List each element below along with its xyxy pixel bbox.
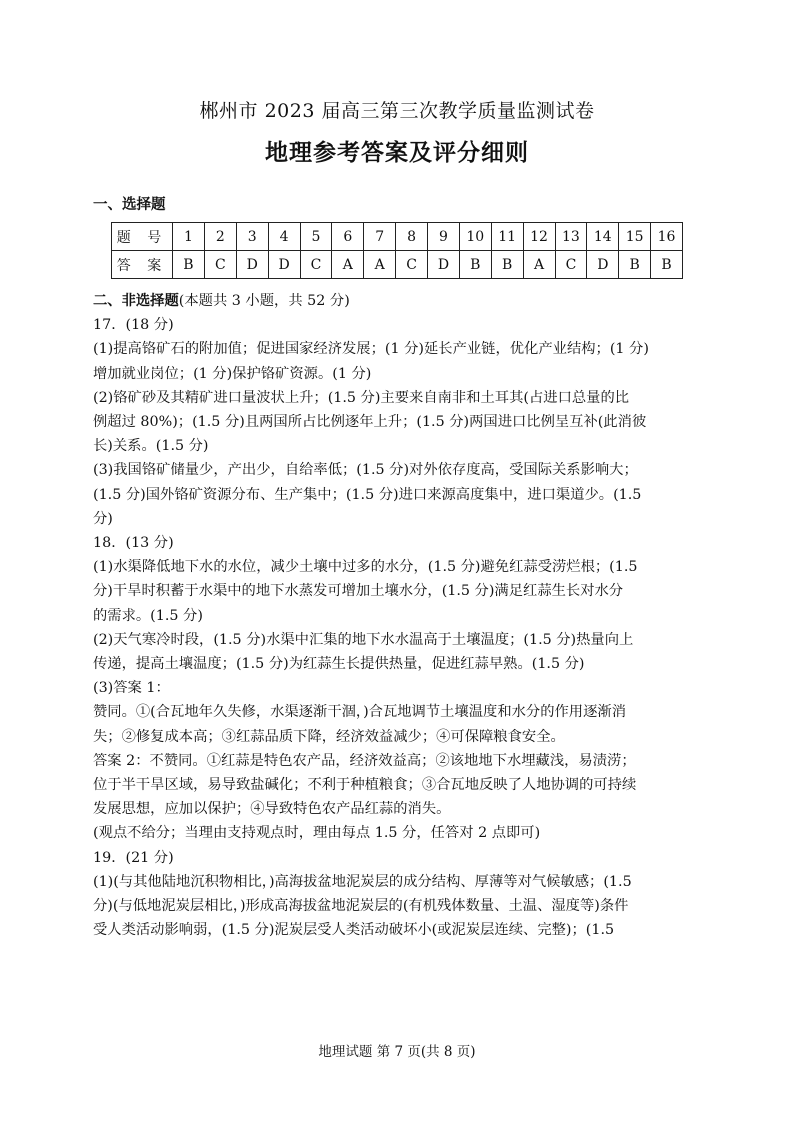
answer-line: (1)(与其他陆地沉积物相比，)高海拔盆地泥炭层的成分结构、厚薄等对气候敏感；(1.5 [93,873,632,890]
section-heading-choice: 一、选择题 [93,197,166,213]
answer-cell: C [555,251,587,279]
question-number-cell: 11 [491,223,523,251]
answer-line: (3)我国铬矿储量少，产出少，自给率低；(1.5 分)对外依存度高，受国际关系影响大； [93,462,638,479]
answer-body [93,289,705,942]
question-number-cell: 2 [204,223,236,251]
answer-line: 分) [93,510,113,527]
answer-line: (1)水渠降低地下水的水位，减少土壤中过多的水分，(1.5 分)避免红蒜受涝烂根；(1.5 [93,559,638,576]
answer-cell: B [619,251,651,279]
question-number-cell: 14 [587,223,619,251]
answer-line: (1.5 分)国外铬矿资源分布、生产集中；(1.5 分)进口来源高度集中，进口渠道少。(1.5 [93,486,642,503]
question-number-cell: 4 [268,223,300,251]
answer-line: (2)铬矿砂及其精矿进口量波状上升；(1.5 分)主要来自南非和土耳其(占进口总量的比 [93,389,630,406]
answer-cell: A [364,251,396,279]
exam-title: 郴州市 2023 届高三第三次教学质量监测试卷 [199,100,595,122]
answer-cell: B [459,251,491,279]
answer-line: 18．(13 分) [93,535,174,552]
answer-lines [93,313,705,942]
answer-line: 长)关系。(1.5 分) [93,438,209,455]
question-number-cell: 5 [300,223,332,251]
answer-line: 答案 2：不赞同。①红蒜是特色农产品，经济效益高；②该地地下水埋藏浅，易渍涝； [93,752,636,769]
answer-line: (观点不给分；当理由支持观点时，理由每点 1.5 分，任答对 2 点即可) [93,825,541,842]
answer-line: (3)答案 1： [93,680,170,697]
answer-line: 受人类活动影响弱，(1.5 分)泥炭层受人类活动破坏小(或泥炭层连续、完整)；(1.5 [93,922,615,939]
answer-line: 传递，提高土壤温度；(1.5 分)为红蒜生长提供热量，促进红蒜早熟。(1.5 分) [93,656,585,673]
question-number-cell: 6 [332,223,364,251]
question-number-cell: 13 [555,223,587,251]
table-row-answers [112,251,683,279]
answer-line: (2)天气寒冷时段，(1.5 分)水渠中汇集的地下水水温高于土壤温度；(1.5 分)热量向上 [93,631,634,648]
answer-cell: C [396,251,428,279]
answer-line: 例超过 80%)；(1.5 分)且两国所占比例逐年上升；(1.5 分)两国进口比例呈互补(此消彼 [93,414,647,431]
answer-cell: C [300,251,332,279]
question-number-cell: 10 [459,223,491,251]
answer-cell: B [173,251,205,279]
answer-cell: D [587,251,619,279]
question-number-cell: 3 [236,223,268,251]
answer-cell: A [332,251,364,279]
answer-cell: C [204,251,236,279]
section-heading-nonchoice [93,289,705,313]
question-number-cell: 8 [396,223,428,251]
answer-cell: A [523,251,555,279]
answer-cell: B [651,251,683,279]
question-number-cell: 12 [523,223,555,251]
answer-line: 位于半干旱区域，易导致盐碱化；不利于种植粮食；③合瓦地反映了人地协调的可持续 [93,777,637,794]
answer-line: 的需求。(1.5 分) [93,607,203,624]
answer-table [111,222,683,279]
answer-cell: D [236,251,268,279]
question-number-cell: 16 [651,223,683,251]
answer-line: 发展思想，应加以保护；④导致特色农产品红蒜的消失。 [93,801,451,818]
answer-line: 分)(与低地泥炭层相比，)形成高海拔盆地泥炭层的(有机残体数量、土温、湿度等)条件 [93,898,629,915]
row-label-numbers: 题 号 [112,223,173,251]
answer-line: 19．(21 分) [93,849,174,866]
question-number-cell: 15 [619,223,651,251]
answer-cell: D [428,251,460,279]
page-footer: 地理试题 第 7 页(共 8 页) [318,1044,476,1060]
answer-line: 17．(18 分) [93,317,174,334]
section-heading-nonchoice-label: 二、非选择题 [93,293,179,309]
answer-line: (1)提高铬矿石的附加值；促进国家经济发展；(1 分)延长产业链，优化产业结构；(1 分) [93,341,649,358]
answer-cell: B [491,251,523,279]
row-label-answers: 答 案 [112,251,173,279]
question-number-cell: 7 [364,223,396,251]
answer-cell: D [268,251,300,279]
question-number-cell: 9 [428,223,460,251]
answer-line: 赞同。①(合瓦地年久失修，水渠逐渐干涸，)合瓦地调节土壤温度和水分的作用逐渐消 [93,704,626,721]
table-row-numbers [112,223,683,251]
answer-key-title: 地理参考答案及评分细则 [265,140,529,166]
question-number-cell: 1 [173,223,205,251]
answer-line: 增加就业岗位；(1 分)保护铬矿资源。(1 分) [93,365,372,382]
answer-line: 分)干旱时积蓄于水渠中的地下水蒸发可增加土壤水分，(1.5 分)满足红蒜生长对水分 [93,583,624,600]
section-heading-note: (本题共 3 小题，共 52 分) [178,293,350,309]
answer-line: 失；②修复成本高；③红蒜品质下降，经济效益减少；④可保障粮食安全。 [93,728,565,745]
